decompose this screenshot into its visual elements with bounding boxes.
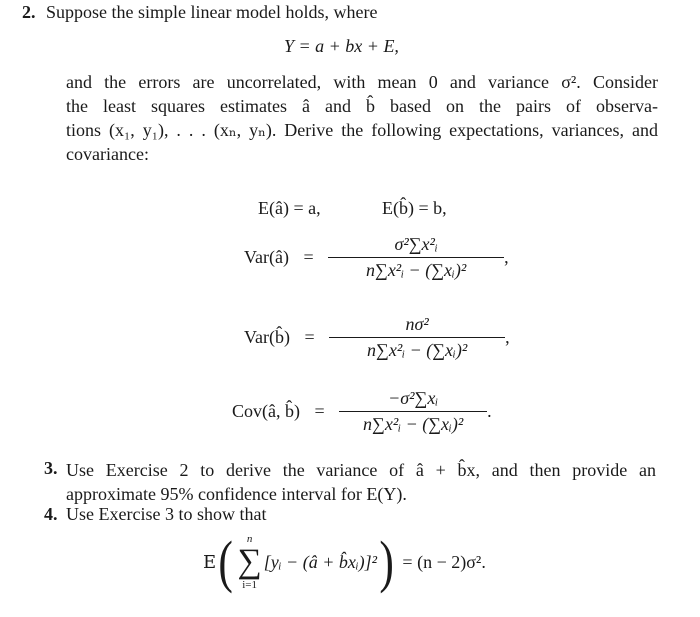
cov-label: Cov(â, b̂) <box>232 401 300 421</box>
problem-3-line: Use Exercise 2 to derive the variance of â + b̂x, and then provide an <box>66 460 656 480</box>
cov-equation: Cov(â, b̂) = $\frac{\text{−σ²∑xᵢ}}{\text{n∑x²ᵢ − (∑xᵢ)²}}$ . <box>232 388 492 434</box>
expectation-b: E(b̂) = b, <box>382 198 447 218</box>
problem-3-text <box>66 458 656 506</box>
var-a-denominator: n∑x²ᵢ − (∑xᵢ)² <box>328 257 504 281</box>
cov-fraction <box>339 388 487 435</box>
problem-2-intro: Suppose the simple linear model holds, where <box>46 2 378 22</box>
var-b-equation: Var(b̂) = $\frac{\text{nσ²}}{\text{n∑x²ᵢ − (∑xᵢ)²}}$ , <box>244 314 510 360</box>
var-b-denominator: n∑x²ᵢ − (∑xᵢ)² <box>329 337 505 361</box>
problem-2-paragraph <box>66 70 658 166</box>
var-b-numerator: nσ² <box>405 314 429 334</box>
equals-sign: = <box>303 247 314 267</box>
problem-4-rhs: = (n − 2)σ². <box>402 551 486 572</box>
equals-sign: = <box>314 401 325 421</box>
sigma-symbol: ∑ <box>237 543 262 580</box>
var-a-equation: Var(â) = $\frac{\text{σ²∑x²ᵢ}}{\text{n∑x²ᵢ − (∑xᵢ)²}}$ , <box>244 234 509 280</box>
left-paren: ( <box>218 529 234 594</box>
summation <box>237 533 261 591</box>
cov-denominator: n∑x²ᵢ − (∑xᵢ)² <box>339 411 487 435</box>
equals-sign: = <box>304 327 315 347</box>
var-b-label: Var(b̂) <box>244 327 290 347</box>
var-a-label: Var(â) <box>244 247 289 267</box>
sum-lower-limit: i=1 <box>242 579 257 591</box>
paragraph-line: and the errors are uncorrelated, with mean 0 and variance σ². Consider <box>66 72 658 92</box>
problem-4-equation <box>203 530 486 594</box>
model-equation: Y = a + bx + E, <box>284 36 399 56</box>
problem-4-number: 4. <box>44 504 58 524</box>
summand: [yᵢ − (â + b̂xᵢ)]² <box>263 551 378 572</box>
var-a-fraction <box>328 234 504 281</box>
var-b-fraction <box>329 314 505 361</box>
problem-2-number: 2. <box>22 2 36 22</box>
paragraph-line: covariance: <box>66 144 149 164</box>
problem-3-number: 3. <box>44 458 58 478</box>
right-paren: ) <box>379 529 395 594</box>
cov-numerator: −σ²∑xᵢ <box>388 388 439 408</box>
paragraph-line: the least squares estimates â and b̂ based on the pairs of observa- <box>66 96 658 116</box>
sum-upper-limit: n <box>246 533 253 545</box>
var-a-numerator: σ²∑x²ᵢ <box>394 234 438 254</box>
expectation-operator: E <box>203 551 217 573</box>
problem-2 <box>22 2 377 23</box>
paragraph-line: tions (x₁, y₁), . . . (xₙ, yₙ). Derive the following expectations, variances, and <box>66 120 658 140</box>
problem-4-text: Use Exercise 3 to show that <box>66 504 267 524</box>
problem-3-line: approximate 95% confidence interval for E(Y). <box>66 484 407 504</box>
expectation-a: E(â) = a, <box>258 198 321 218</box>
